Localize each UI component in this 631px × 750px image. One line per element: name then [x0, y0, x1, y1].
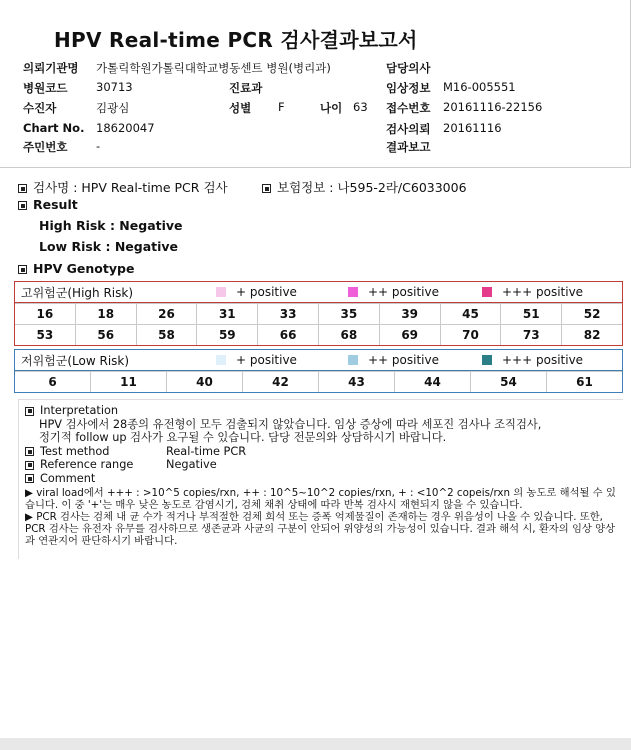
- test-method-row: [25, 445, 623, 459]
- swatch-positive-3: [482, 355, 492, 365]
- test-name-text: 검사명 : HPV Real-time PCR 검사: [33, 180, 228, 195]
- legend-positive-1-label: + positive: [236, 285, 297, 299]
- square-bullet-icon: [18, 265, 27, 274]
- test-method-value: Real-time PCR: [166, 444, 247, 458]
- swatch-positive-1: [216, 355, 226, 365]
- genotype-cell: 26: [136, 304, 197, 324]
- genotype-cell: 35: [318, 304, 379, 324]
- interpretation-text-1: HPV 검사에서 28종의 유전형이 모두 검출되지 않았습니다. 임상 증상에 따라 세포진 검사나 조직검사,: [39, 417, 542, 431]
- genotype-cell: 43: [318, 372, 394, 392]
- genotype-cell: 69: [379, 325, 440, 345]
- label-age: 나이: [320, 101, 343, 115]
- square-bullet-icon: [25, 474, 34, 483]
- genotype-cell: 39: [379, 304, 440, 324]
- genotype-heading: [18, 261, 134, 276]
- label-requesting-institution: 의뢰기관명: [23, 61, 79, 75]
- bottom-strip: [0, 738, 631, 750]
- legend-positive-1: [216, 353, 297, 367]
- legend-positive-1-label: + positive: [236, 353, 297, 367]
- genotype-cell: 40: [166, 372, 242, 392]
- genotype-cell: 51: [500, 304, 561, 324]
- genotype-cell: 61: [546, 372, 622, 392]
- table-row: [15, 303, 622, 324]
- legend-positive-3: [482, 285, 583, 299]
- legend-positive-3: [482, 353, 583, 367]
- legend-positive-1: [216, 285, 297, 299]
- value-resident-number: -: [96, 139, 101, 153]
- value-receipt-number: 20161116-22156: [443, 100, 543, 114]
- genotype-cell: 44: [394, 372, 470, 392]
- reference-range-label: Reference range: [40, 458, 134, 471]
- comment-bullet-1: ▶ viral load에서 +++ : >10^5 copies/rxn, ++ : 10^5~10^2 copies/rxn, + : <10^2 copeis/rxn 의 농도로 해석될 수 있습니다. 이 중 '+'는 매우 낮은 농도로 감염시기, 검체 채취 상태에 따라 반복 검사시 재현되지 않을 수 있습니다.: [25, 487, 616, 511]
- swatch-positive-1: [216, 287, 226, 297]
- low-risk-result: Low Risk : Negative: [39, 239, 179, 254]
- value-test-request: 20161116: [443, 121, 502, 135]
- legend-positive-2-label: ++ positive: [368, 353, 439, 367]
- genotype-cell: 73: [500, 325, 561, 345]
- table-row: [15, 324, 622, 345]
- genotype-cell: 70: [440, 325, 501, 345]
- high-risk-genotype-table: [14, 281, 623, 346]
- genotype-cell: 33: [257, 304, 318, 324]
- genotype-cell: 58: [136, 325, 197, 345]
- low-risk-table-header: [15, 350, 622, 371]
- swatch-positive-3: [482, 287, 492, 297]
- genotype-cell: 82: [561, 325, 622, 345]
- high-risk-category-label: 고위험군(High Risk): [21, 286, 133, 300]
- genotype-cell: 52: [561, 304, 622, 324]
- label-sex: 성별: [229, 101, 252, 115]
- label-resident-number: 주민번호: [23, 140, 68, 154]
- legend-positive-2: [348, 285, 439, 299]
- label-attending-doctor: 담당의사: [386, 61, 431, 75]
- test-method-label: Test method: [40, 444, 110, 458]
- label-department: 진료과: [229, 81, 263, 95]
- square-bullet-icon: [18, 201, 27, 210]
- genotype-cell: 56: [75, 325, 136, 345]
- value-requesting-institution: 가톨릭학원가톨릭대학교병동센트 병원(병리과): [96, 61, 331, 75]
- legend-positive-2-label: ++ positive: [368, 285, 439, 299]
- square-bullet-icon: [25, 407, 34, 416]
- swatch-positive-2: [348, 355, 358, 365]
- interpretation-heading: [25, 404, 623, 418]
- value-chart-no: 18620047: [96, 121, 155, 135]
- legend-positive-3-label: +++ positive: [502, 285, 584, 299]
- table-row: [15, 371, 622, 392]
- value-patient: 김광심: [96, 101, 130, 115]
- label-clinical-info: 임상정보: [386, 81, 431, 95]
- value-age: 63: [353, 100, 368, 114]
- interpretation-text-2: 정기적 follow up 검사가 요구될 수 있습니다. 담당 전문의와 상담하시기 바랍니다.: [39, 431, 447, 444]
- interpretation-section: [18, 399, 623, 559]
- test-name: [18, 178, 228, 196]
- label-receipt-number: 접수번호: [386, 101, 431, 115]
- insurance-info-text: 보험정보 : 나595-2라/C6033006: [277, 180, 467, 195]
- value-sex: F: [278, 100, 285, 114]
- genotype-cell: 68: [318, 325, 379, 345]
- label-result-report: 결과보고: [386, 140, 431, 154]
- label-hospital-code: 병원코드: [23, 81, 68, 95]
- report-header: [0, 0, 631, 168]
- label-chart-no: Chart No.: [23, 121, 85, 135]
- result-heading: [18, 197, 78, 212]
- high-risk-table-header: [15, 282, 622, 303]
- result-heading-text: Result: [33, 197, 78, 212]
- genotype-heading-text: HPV Genotype: [33, 261, 135, 276]
- genotype-cell: 18: [75, 304, 136, 324]
- reference-range-value: Negative: [166, 458, 217, 471]
- legend-positive-3-label: +++ positive: [502, 353, 584, 367]
- genotype-cell: 53: [36, 328, 54, 342]
- comment-heading-text: Comment: [40, 471, 96, 485]
- genotype-cell: 54: [470, 372, 546, 392]
- genotype-cell: 42: [242, 372, 318, 392]
- insurance-info: [262, 178, 467, 196]
- legend-positive-2: [348, 353, 439, 367]
- square-bullet-icon: [262, 184, 271, 193]
- low-risk-genotype-table: [14, 349, 623, 393]
- genotype-cell: 66: [257, 325, 318, 345]
- square-bullet-icon: [25, 447, 34, 456]
- genotype-cell: 16: [36, 307, 54, 321]
- genotype-cell: 31: [196, 304, 257, 324]
- label-test-request: 검사의뢰: [386, 122, 431, 136]
- low-risk-category-label: 저위험군(Low Risk): [21, 354, 130, 368]
- genotype-cell: 6: [48, 375, 57, 389]
- comment-heading: [25, 472, 623, 486]
- report-title: HPV Real-time PCR 검사결과보고서: [54, 28, 418, 52]
- value-clinical-info: M16-005551: [443, 80, 516, 94]
- value-hospital-code: 30713: [96, 80, 133, 94]
- interpretation-heading-text: Interpretation: [40, 404, 119, 417]
- genotype-cell: 11: [90, 372, 166, 392]
- square-bullet-icon: [18, 184, 27, 193]
- high-risk-result: High Risk : Negative: [39, 218, 183, 233]
- reference-range-row: [25, 458, 623, 472]
- label-patient: 수진자: [23, 101, 57, 115]
- genotype-cell: 59: [196, 325, 257, 345]
- genotype-cell: 45: [440, 304, 501, 324]
- square-bullet-icon: [25, 461, 34, 470]
- swatch-positive-2: [348, 287, 358, 297]
- comment-bullet-2: ▶ PCR 검사는 검체 내 균 수가 적거나 부적절한 검체 희석 또는 증폭 억제물질이 존재하는 경우 위음성이 나올 수 있습니다. 또한, PCR 검사는 유전자 유무를 검사하므로 생존균과 사균의 구분이 안되어 위양성의 가능성이 있습니다. 결과 해석 시, 환자의 임상 양상과 연관지어 판단하시기 바랍니다.: [25, 511, 616, 547]
